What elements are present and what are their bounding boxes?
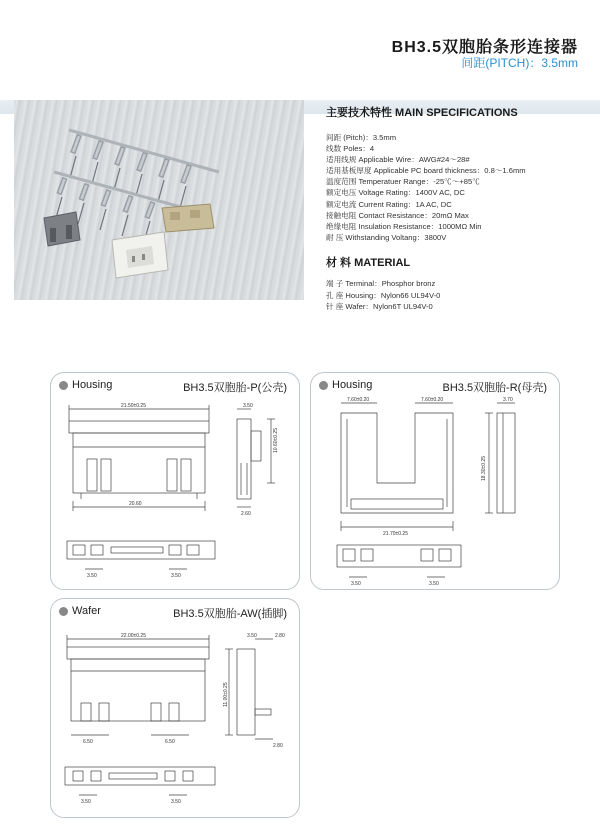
bullet-icon (59, 607, 68, 616)
spec-row: 接触电阻 Contact Resistance：20mΩ Max (326, 210, 469, 220)
dim-label: 2.80 (273, 743, 283, 749)
dim-label: 21.70±0.25 (383, 531, 408, 537)
dim-label: 18.30±0.25 (481, 456, 487, 481)
dim-label: 3.50 (171, 799, 181, 805)
panel-label: Housing (59, 379, 112, 391)
spec-row: 线数 Poles：4 (326, 144, 375, 154)
spec-row: 温度范围 Temperatuer Range：-25℃～+85℃ (326, 177, 480, 187)
page-subtitle: 间距(PITCH)：3.5mm (461, 56, 578, 70)
dim-label: 21.50±0.25 (121, 403, 146, 409)
housing-r-panel (310, 372, 560, 590)
panel-part-name: BH3.5双胞胎-AW(插脚) (173, 608, 287, 620)
spec-row: 间距 (Pitch)：3.5mm (326, 133, 397, 142)
spec-row: 绝缘电阻 Insulation Resistance：1000MΩ Min (326, 221, 482, 231)
dim-label: 3.50 (87, 573, 97, 579)
bullet-icon (59, 381, 68, 390)
wafer-aw-panel (50, 598, 300, 818)
dim-label: 11.00±0.25 (223, 682, 229, 707)
material-heading: 材 料 MATERIAL (326, 257, 411, 269)
specs-heading: 主要技术特性 MAIN SPECIFICATIONS (326, 107, 518, 119)
spec-row: 耐 压 Withstanding Voltang：3800V (326, 232, 447, 242)
dim-label: 22.00±0.25 (121, 633, 146, 639)
dim-label: 20.60 (129, 501, 142, 507)
dim-label: 3.50 (171, 573, 181, 579)
dim-label: 10.60±0.25 (273, 428, 279, 453)
dim-label: 6.50 (83, 739, 93, 745)
panel-part-name: BH3.5双胞胎-P(公壳) (183, 382, 287, 394)
bullet-icon (319, 381, 328, 390)
panel-label: Housing (319, 379, 372, 391)
panel-part-name: BH3.5双胞胎-R(母壳) (442, 382, 547, 394)
material-row: 针 座 Wafer：Nylon6T UL94V-0 (326, 302, 433, 311)
dim-label: 6.50 (165, 739, 175, 745)
spec-row: 额定电流 Current Rating：1A AC, DC (326, 199, 452, 209)
dim-label: 3.50 (351, 581, 361, 587)
material-row: 孔 座 Housing：Nylon66 UL94V-0 (326, 290, 441, 300)
dim-label: 3.50 (81, 799, 91, 805)
dim-label: 3.50 (429, 581, 439, 587)
dim-label: 2.60 (241, 511, 251, 517)
material-row: 端 子 Terminal：Phosphor bronz (326, 279, 436, 288)
dim-label: 7.60±0.20 (347, 397, 370, 403)
dim-label: 2.80 (275, 633, 285, 639)
material-section (326, 254, 586, 313)
spec-row: 适用基板厚度 Applicable PC board thickness：0.8～1.6mm (326, 166, 526, 176)
spec-row: 额定电压 Voltage Rating：1400V AC, DC (326, 188, 465, 198)
dim-label: 3.50 (247, 633, 257, 639)
dim-label: 3.70 (503, 397, 513, 403)
product-photo (14, 100, 304, 300)
main-specifications (326, 104, 586, 243)
housing-p-panel (50, 372, 300, 590)
dim-label: 7.60±0.20 (421, 397, 444, 403)
page-title: BH3.5双胞胎条形连接器 (391, 39, 578, 56)
dim-label: 3.50 (243, 403, 253, 409)
spec-row: 适用线规 Applicable Wire：AWG#24～28# (326, 155, 470, 165)
panel-label: Wafer (59, 605, 101, 617)
